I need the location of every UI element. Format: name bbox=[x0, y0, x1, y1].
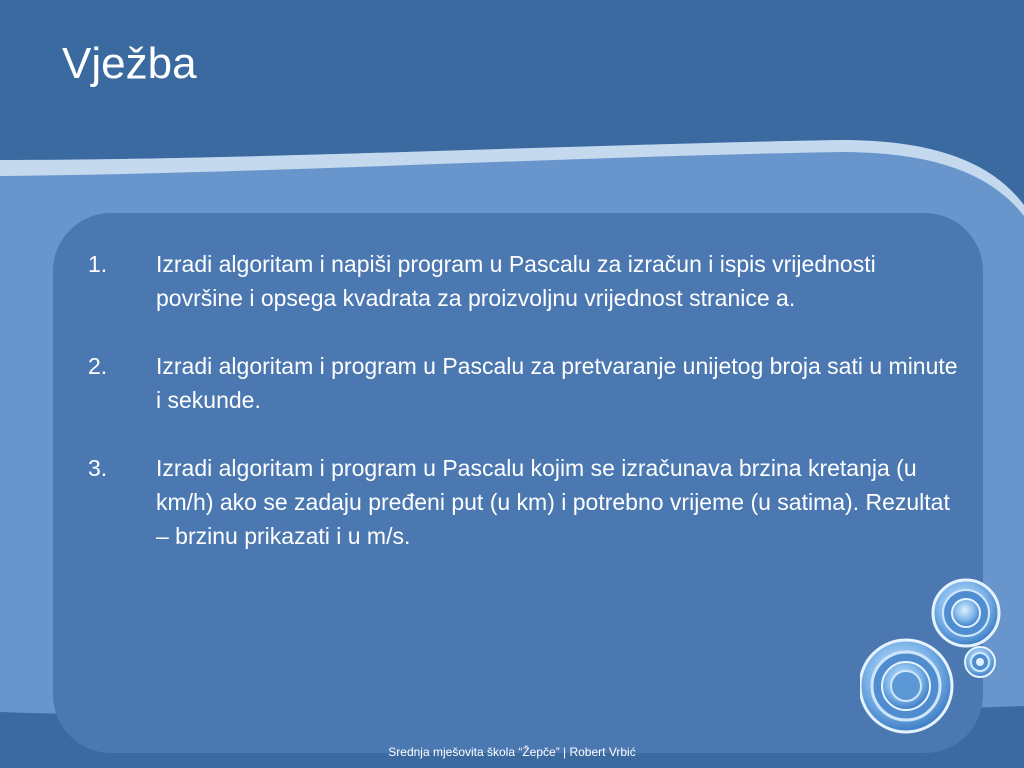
exercise-list bbox=[88, 247, 968, 587]
exercise-item-1 bbox=[88, 247, 968, 315]
footer-text: Srednja mješovita škola “Žepče” | Robert Vrbić bbox=[388, 745, 636, 759]
exercise-number: 3. bbox=[88, 455, 108, 481]
concentric-rings-icon bbox=[860, 570, 1024, 768]
exercise-number: 2. bbox=[88, 353, 108, 379]
exercise-number: 1. bbox=[88, 251, 108, 277]
slide-title: Vježba bbox=[62, 39, 197, 88]
exercise-item-3 bbox=[88, 451, 968, 553]
exercise-text: Izradi algoritam i program u Pascalu za pretvaranje unijetog broja sati u minute i sekunde. bbox=[156, 353, 958, 413]
exercise-text: Izradi algoritam i napiši program u Pascalu za izračun i ispis vrijednosti površine i opsega kvadrata za proizvoljnu vrijednost stranice a. bbox=[156, 251, 876, 311]
exercise-item-2 bbox=[88, 349, 968, 417]
exercise-text: Izradi algoritam i program u Pascalu kojim se izračunava brzina kretanja (u km/h) ako se zadaju pređeni put (u km) i potrebno vrijeme (u satima). Rezultat – brzinu prikazati i u m/s. bbox=[156, 455, 950, 549]
